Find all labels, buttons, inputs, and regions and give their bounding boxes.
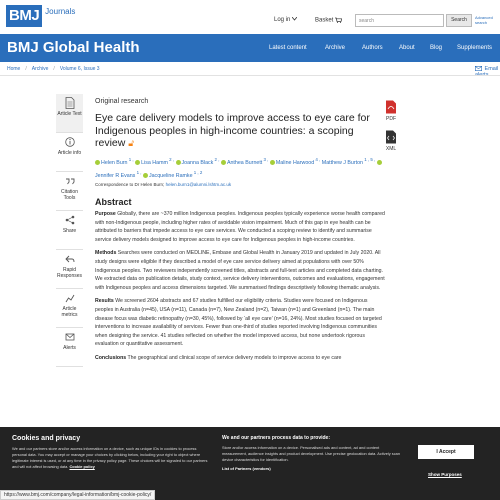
tool-label: Citation Tools: [61, 189, 78, 201]
document-icon: [65, 97, 75, 109]
nav-authors[interactable]: Authors: [362, 45, 383, 51]
pdf-icon: [385, 100, 397, 114]
abstract-conclusions: Conclusions The geographical and clinical scope of service delivery models to improve access to eye care: [95, 354, 342, 361]
share-icon: [65, 214, 75, 226]
open-access-icon: 🔓︎: [128, 138, 135, 148]
journals-logo-text: Journals: [45, 7, 76, 16]
xml-download[interactable]: [385, 130, 397, 152]
abstract-methods: Methods Searches were conducted on MEDLINE, Embase and Global Health in January 2019 and updated in July 2020. All study designs were eligible if they described a model of eye care service delivery aimed at populations with over 50% Indigenous peoples. Two reviewers independently screened titles, abstracts and full-text articles and completed data charting. We extracted data on publication details, study context, service delivery interventions, outcomes and evaluations, engagement with Indigenous peoples and access dimensions targeted. We summarised findings descriptively following thematic analysis.: [95, 250, 385, 291]
article-main: [95, 98, 385, 368]
article-type: Original research: [95, 98, 149, 105]
basket-label: Basket: [315, 17, 334, 24]
orcid-icon: [135, 160, 140, 165]
correspondence: [95, 182, 385, 187]
metrics-chart-icon: [65, 292, 75, 304]
cookie-purposes-title: We and our partners process data to provide:: [222, 435, 330, 441]
chevron-down-icon: [292, 17, 297, 21]
author[interactable]: Lisa Hamm $^{2 ,}$: [135, 160, 174, 166]
nav-about[interactable]: About: [399, 45, 415, 51]
cookie-purposes-text: Store and/or access information on a device. Personalised ads and content, ad and content measurement, audience insights and product development. Use precise geolocation data. Actively scan device characteristics for identification.: [222, 445, 400, 462]
tool-rapid-responses[interactable]: [56, 250, 83, 289]
breadcrumb-home[interactable]: Home: [7, 66, 21, 72]
tool-label: Article metrics: [61, 306, 78, 318]
author[interactable]: Anthea Burnett $^{3 ,}$: [221, 160, 268, 166]
bmj-logo-mark: BMJ: [6, 5, 42, 27]
status-bar-url: https://www.bmj.com/company/legal-information/bmj-cookie-policy/: [0, 490, 155, 500]
nav-supplements[interactable]: Supplements: [457, 45, 493, 51]
orcid-icon: [377, 160, 382, 165]
correspondence-label: Correspondence to Dr Helen Burn;: [95, 182, 165, 188]
tool-article-metrics[interactable]: [56, 289, 83, 328]
reply-arrow-icon: [65, 253, 75, 265]
author[interactable]: Jacqueline Ramke $^{1 , 2}$: [143, 173, 202, 179]
envelope-icon: [65, 331, 75, 343]
author[interactable]: Matthew J Burton $^{1 , 5 ,}$: [321, 157, 376, 167]
xml-label: XML: [385, 146, 397, 152]
author[interactable]: Jennifer R Evans $^{1 ,}$: [95, 160, 383, 179]
tool-citation-tools[interactable]: [56, 172, 83, 211]
breadcrumb-archive[interactable]: Archive: [31, 66, 49, 72]
tool-share[interactable]: [56, 211, 83, 250]
orcid-icon: [176, 160, 181, 165]
breadcrumb-separator: /: [53, 66, 55, 72]
author[interactable]: Helen Burn $^{1 ,}$: [95, 160, 134, 166]
abstract-purpose: Purpose Globally, there are ~370 million Indigenous peoples. Indigenous peoples typically experience worse health compared with non-Indigenous people, including higher rates of avoidable vision impairment. Much of this gap in eye health can be attributed to barriers that impede access to eye care services. We conducted a scoping review to identify and summarise service delivery models designed to improve access to eye care for Indigenous peoples in high-income countries.: [95, 211, 385, 243]
nav-latest-content[interactable]: Latest content: [269, 45, 307, 51]
header-divider: [0, 75, 500, 76]
tool-alerts[interactable]: [56, 328, 83, 367]
show-purposes-link[interactable]: Show Purposes: [428, 472, 462, 477]
bmj-journals-logo[interactable]: [6, 5, 75, 27]
basket-icon: [335, 17, 342, 23]
quote-icon: [65, 175, 75, 187]
journal-title[interactable]: BMJ Global Health: [7, 39, 140, 56]
tool-article-info[interactable]: [56, 133, 83, 172]
tool-label: Rapid Responses: [56, 267, 82, 279]
author-list: [95, 156, 385, 182]
advanced-search-link[interactable]: Advanced search: [475, 15, 493, 25]
cookie-info: [12, 435, 212, 470]
nav-blog[interactable]: Blog: [430, 45, 443, 51]
search-input[interactable]: search: [355, 14, 444, 27]
abstract-results: Results We screened 2604 abstracts and 67 studies fulfilled our eligibility criteria. Studies were focused on Indigenous peoples in Australia (n=45), USA (n=11), Canada (n=7), New Zealand (n=2), Taiwan (n=1) and Greenland (n=1). The main disease focus was diabetic retinopathy (n=30, 45%), followed by ‘all eye care’ (n=16, 24%). Most studies focused on targeted interventions to increase availability of services. Fewer than one-third of studies reported involving Indigenous communities when designing the service. 41 studies reflected on whether the model improved access, but none undertook rigorous evaluation or quantitative assessment.: [95, 298, 382, 348]
info-icon: [65, 136, 75, 148]
breadcrumb-separator: /: [25, 66, 27, 72]
tool-label: Share: [62, 228, 77, 234]
nav-archive[interactable]: Archive: [325, 45, 346, 51]
article-title-text: Eye care delivery models to improve access to eye care for Indigenous peoples in high-income countries: a scoping review: [95, 112, 370, 149]
orcid-icon: [221, 160, 226, 165]
email-alerts-label: Email: [484, 66, 499, 72]
envelope-icon: [475, 66, 482, 71]
breadcrumb: [7, 66, 100, 72]
orcid-icon: [143, 173, 148, 178]
cookie-policy-link[interactable]: Cookie policy: [69, 464, 95, 469]
search-button[interactable]: Search: [446, 14, 472, 27]
vendors-link[interactable]: List of Partners (vendors): [222, 466, 271, 471]
author[interactable]: Maline Harwood $^{4 ,}$: [270, 160, 320, 166]
tool-label: Article info: [57, 150, 82, 156]
cookie-title: Cookies and privacy: [12, 435, 81, 442]
author[interactable]: Joanna Black $^{2 ,}$: [176, 160, 220, 166]
cookie-text: We and our partners store and/or access information on a device, such as unique IDs in cookies to process personal data. You may accept or manage your choices by clicking below, including your right to object where legitimate interest is used, or at any time in the privacy policy page. These choices will be signaled to our partners and will not affect browsing data. Cookie policy: [12, 446, 208, 469]
pdf-label: PDF: [386, 116, 396, 122]
article-title: [95, 112, 385, 150]
cookie-purposes: [222, 435, 402, 471]
article-tools-sidebar: [56, 94, 83, 367]
basket-link[interactable]: [315, 17, 342, 24]
accept-cookies-button[interactable]: I Accept: [418, 445, 474, 459]
tool-label: Alerts: [63, 345, 76, 351]
abstract-heading: Abstract: [95, 197, 132, 208]
tool-article-text[interactable]: [56, 94, 83, 133]
login-link[interactable]: [274, 17, 297, 23]
breadcrumb-issue[interactable]: Volume 6, Issue 3: [59, 66, 100, 72]
journal-banner: [0, 34, 500, 62]
orcid-icon: [95, 160, 100, 165]
email-alerts-link[interactable]: [475, 66, 500, 78]
top-utility-bar: [0, 0, 500, 34]
correspondence-email-link[interactable]: helen.burn1@alumni.lshtm.ac.uk: [165, 182, 232, 188]
tool-label: Article Text: [57, 111, 82, 117]
pdf-download[interactable]: [385, 100, 397, 122]
login-label: Log in: [274, 17, 291, 23]
orcid-icon: [270, 160, 275, 165]
xml-icon: [385, 130, 397, 144]
